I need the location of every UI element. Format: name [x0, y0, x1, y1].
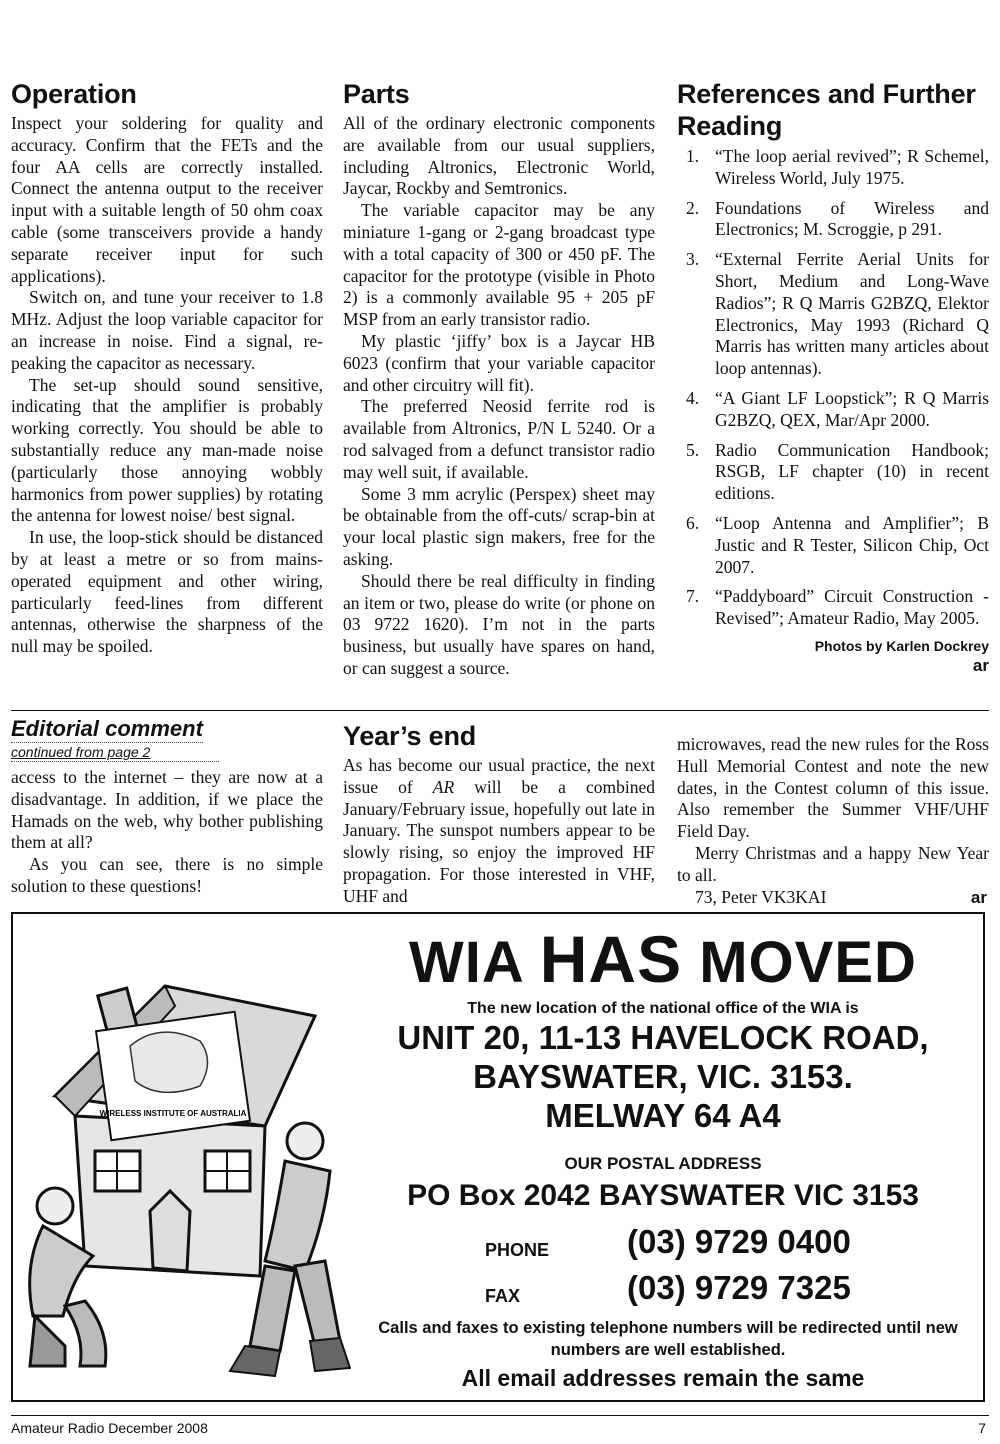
section-divider [11, 710, 989, 711]
reference-number: 4. [686, 387, 700, 408]
operation-paragraph-2: Switch on, and tune your receiver to 1.8 MHz. Adjust the loop variable capacitor for an increase in noise. Find a signal, re-peaking the capacitor as necessary. [11, 287, 323, 373]
ad-title [343, 922, 983, 996]
reference-number: 6. [686, 512, 700, 533]
ad-subtitle: The new location of the national office of the WIA is [467, 1000, 859, 1017]
parts-paragraph-1: All of the ordinary electronic components are available from our usual suppliers, including Altronics, Electronic World, Jaycar, Rockby and Semtronics. [343, 113, 655, 199]
ad-fax-label: FAX [485, 1286, 521, 1306]
editorial-paragraph-1: access to the internet – they are now at a disadvantage. In addition, if we place the Hamads on the web, why bother publishing them at all? [11, 767, 323, 853]
years-end-paragraph-1 [343, 755, 655, 908]
years-end-end-mark: ar [970, 887, 987, 907]
ad-po-box: PO Box 2042 BAYSWATER VIC 3153 [407, 1179, 919, 1212]
ad-title-post: MOVED [682, 930, 917, 995]
ad-address-line-1: UNIT 20, 11-13 HAVELOCK ROAD, [397, 1019, 929, 1056]
editorial-paragraph-2: As you can see, there is no simple solution to these questions! [11, 854, 323, 896]
operation-paragraph-1: Inspect your soldering for quality and accuracy. Confirm that the FETs and the four AA cells are correctly installed. Connect the antenna output to the receiver input with a suitable length of 50 ohm coax cable (some transceivers provide a handy separate receiver input for such applications). [11, 113, 323, 286]
years-end-signoff-line [677, 887, 989, 909]
reference-item [677, 388, 989, 432]
parts-paragraph-6: Should there be real difficulty in finding an item or two, please do write (or phone on 03 9722 1620). I’m not in the parts business, but usually have spares on hand, or can suggest a source. [343, 570, 655, 678]
reference-text: “The loop aerial revived”; R Schemel, Wireless World, July 1975. [715, 146, 989, 188]
reference-item [677, 513, 989, 578]
references-list [677, 146, 989, 630]
operation-paragraph-4: In use, the loop-stick should be distanced by at least a metre or so from mains-operated equipment and other wiring, particularly feed-lines from different antennas, otherwise the sharpness of the null may be spoiled. [11, 527, 323, 657]
reference-text: “Paddyboard” Circuit Construction - Revised”; Amateur Radio, May 2005. [715, 586, 989, 629]
years-end-heading: Year’s end [343, 721, 477, 751]
reference-number: 3. [686, 249, 700, 270]
references-heading: References and Further Reading [677, 79, 976, 141]
years-end-signoff: 73, Peter VK3KAI [695, 886, 827, 907]
parts-paragraph-5: Some 3 mm acrylic (Perspex) sheet may be obtainable from the off-cuts/ scrap-bin at your local plastic sign makers, free for the asking. [343, 483, 655, 569]
parts-heading: Parts [343, 79, 410, 109]
reference-text: “External Ferrite Aerial Units for Short, Medium and Long-Wave Radios”; R Q Marris G2BZQ, Elektor Electronics, May 1993 (Richard Q Marris has written many articles about loop antennas). [715, 249, 989, 379]
reference-text: Radio Communication Handbook; RSGB, LF chapter (10) in recent editions. [715, 439, 989, 504]
ad-title-pre: WIA [409, 930, 540, 995]
reference-number: 7. [686, 586, 700, 607]
years-end-continued [677, 734, 989, 908]
wia-moved-advertisement [11, 912, 985, 1402]
operation-paragraph-3: The set-up should sound sensitive, indicating that the amplifier is probably working correctly. You should be able to substantially reduce any man-made noise (particularly those annoying wobbly harmonics from power supplies) by rotating the antenna for lowest noise/ best signal. [11, 374, 323, 526]
years-end-intro-em: AR [432, 776, 455, 797]
editorial-continued-note: continued from page 2 [11, 743, 219, 762]
reference-number: 5. [686, 439, 700, 460]
operation-heading: Operation [11, 79, 137, 109]
reference-item [677, 146, 989, 190]
footer-rule [11, 1415, 989, 1416]
reference-text: Foundations of Wireless and Electronics; M. Scroggie, p 291. [715, 197, 989, 240]
reference-item [677, 440, 989, 505]
parts-paragraph-4: The preferred Neosid ferrite rod is available from Altronics, P/N L 5240. Or a rod salvaged from a defunct transistor radio may well suit, if available. [343, 396, 655, 482]
reference-item [677, 249, 989, 380]
ad-title-big: HAS [539, 922, 683, 996]
years-end-section [343, 716, 655, 908]
years-end-wish: Merry Christmas and a happy New Year to all. [677, 842, 989, 885]
footer-publication: Amateur Radio December 2008 [11, 1420, 208, 1436]
years-end-intro-b: will be a combined January/February issue, hopefully out late in January. The sunspot numbers appear to be slowly rising, so enjoy the improved HF propagation. For those interested in VHF, UHF and [343, 776, 656, 906]
reference-number: 2. [686, 197, 700, 218]
reference-text: “Loop Antenna and Amplifier”; B Justic and R Tester, Silicon Chip, Oct 2007. [715, 512, 989, 577]
reference-text: “A Giant LF Loopstick”; R Q Marris G2BZQ, QEX, Mar/Apr 2000. [715, 387, 989, 430]
parts-paragraph-2: The variable capacitor may be any miniature 1-gang or 2-gang broadcast type with a total capacity of 300 or 450 pF. The capacitor for the prototype (visible in Photo 2) is a commonly available 95 + 205 pF MSP from an early transistor radio. [343, 200, 655, 330]
ad-redirect-note: Calls and faxes to existing telephone numbers will be redirected until new numbers are well established. [378, 1319, 958, 1359]
years-end-paragraph-2: microwaves, read the new rules for the Ross Hull Memorial Contest and note the new dates, in the Contest column of this issue. Also remember the Summer VHF/UHF Field Day. [677, 734, 989, 842]
reference-item [677, 586, 989, 630]
years-end-intro-a: As has become our usual practice, the next issue of [343, 755, 655, 797]
parts-paragraph-3: My plastic ‘jiffy’ box is a Jaycar HB 6023 (confirm that your variable capacitor and other circuitry will fit). [343, 330, 655, 395]
operation-section [11, 78, 323, 658]
photo-credit: Photos by Karlen Dockrey [814, 637, 989, 654]
editorial-heading: Editorial comment [11, 716, 203, 741]
ad-address-line-3: MELWAY 64 A4 [545, 1097, 781, 1134]
movers-carrying-house-illustration [15, 946, 351, 1386]
ad-phone-label: PHONE [485, 1240, 550, 1260]
footer-page-number: 7 [978, 1420, 986, 1436]
article-end-mark: ar [972, 655, 989, 675]
references-section [677, 78, 989, 676]
ad-postal-label: OUR POSTAL ADDRESS [564, 1154, 762, 1173]
editorial-section [11, 716, 323, 898]
ad-email-note: All email addresses remain the same [461, 1365, 865, 1391]
wia-logo-text: WIRELESS INSTITUTE OF AUSTRALIA [99, 1109, 247, 1118]
parts-section [343, 78, 655, 680]
reference-number: 1. [686, 146, 700, 166]
reference-item [677, 198, 989, 242]
ad-address-line-2: BAYSWATER, VIC. 3153. [473, 1058, 853, 1095]
ad-phone-number: (03) 9729 0400 [627, 1223, 851, 1260]
ad-fax-number: (03) 9729 7325 [627, 1269, 851, 1306]
